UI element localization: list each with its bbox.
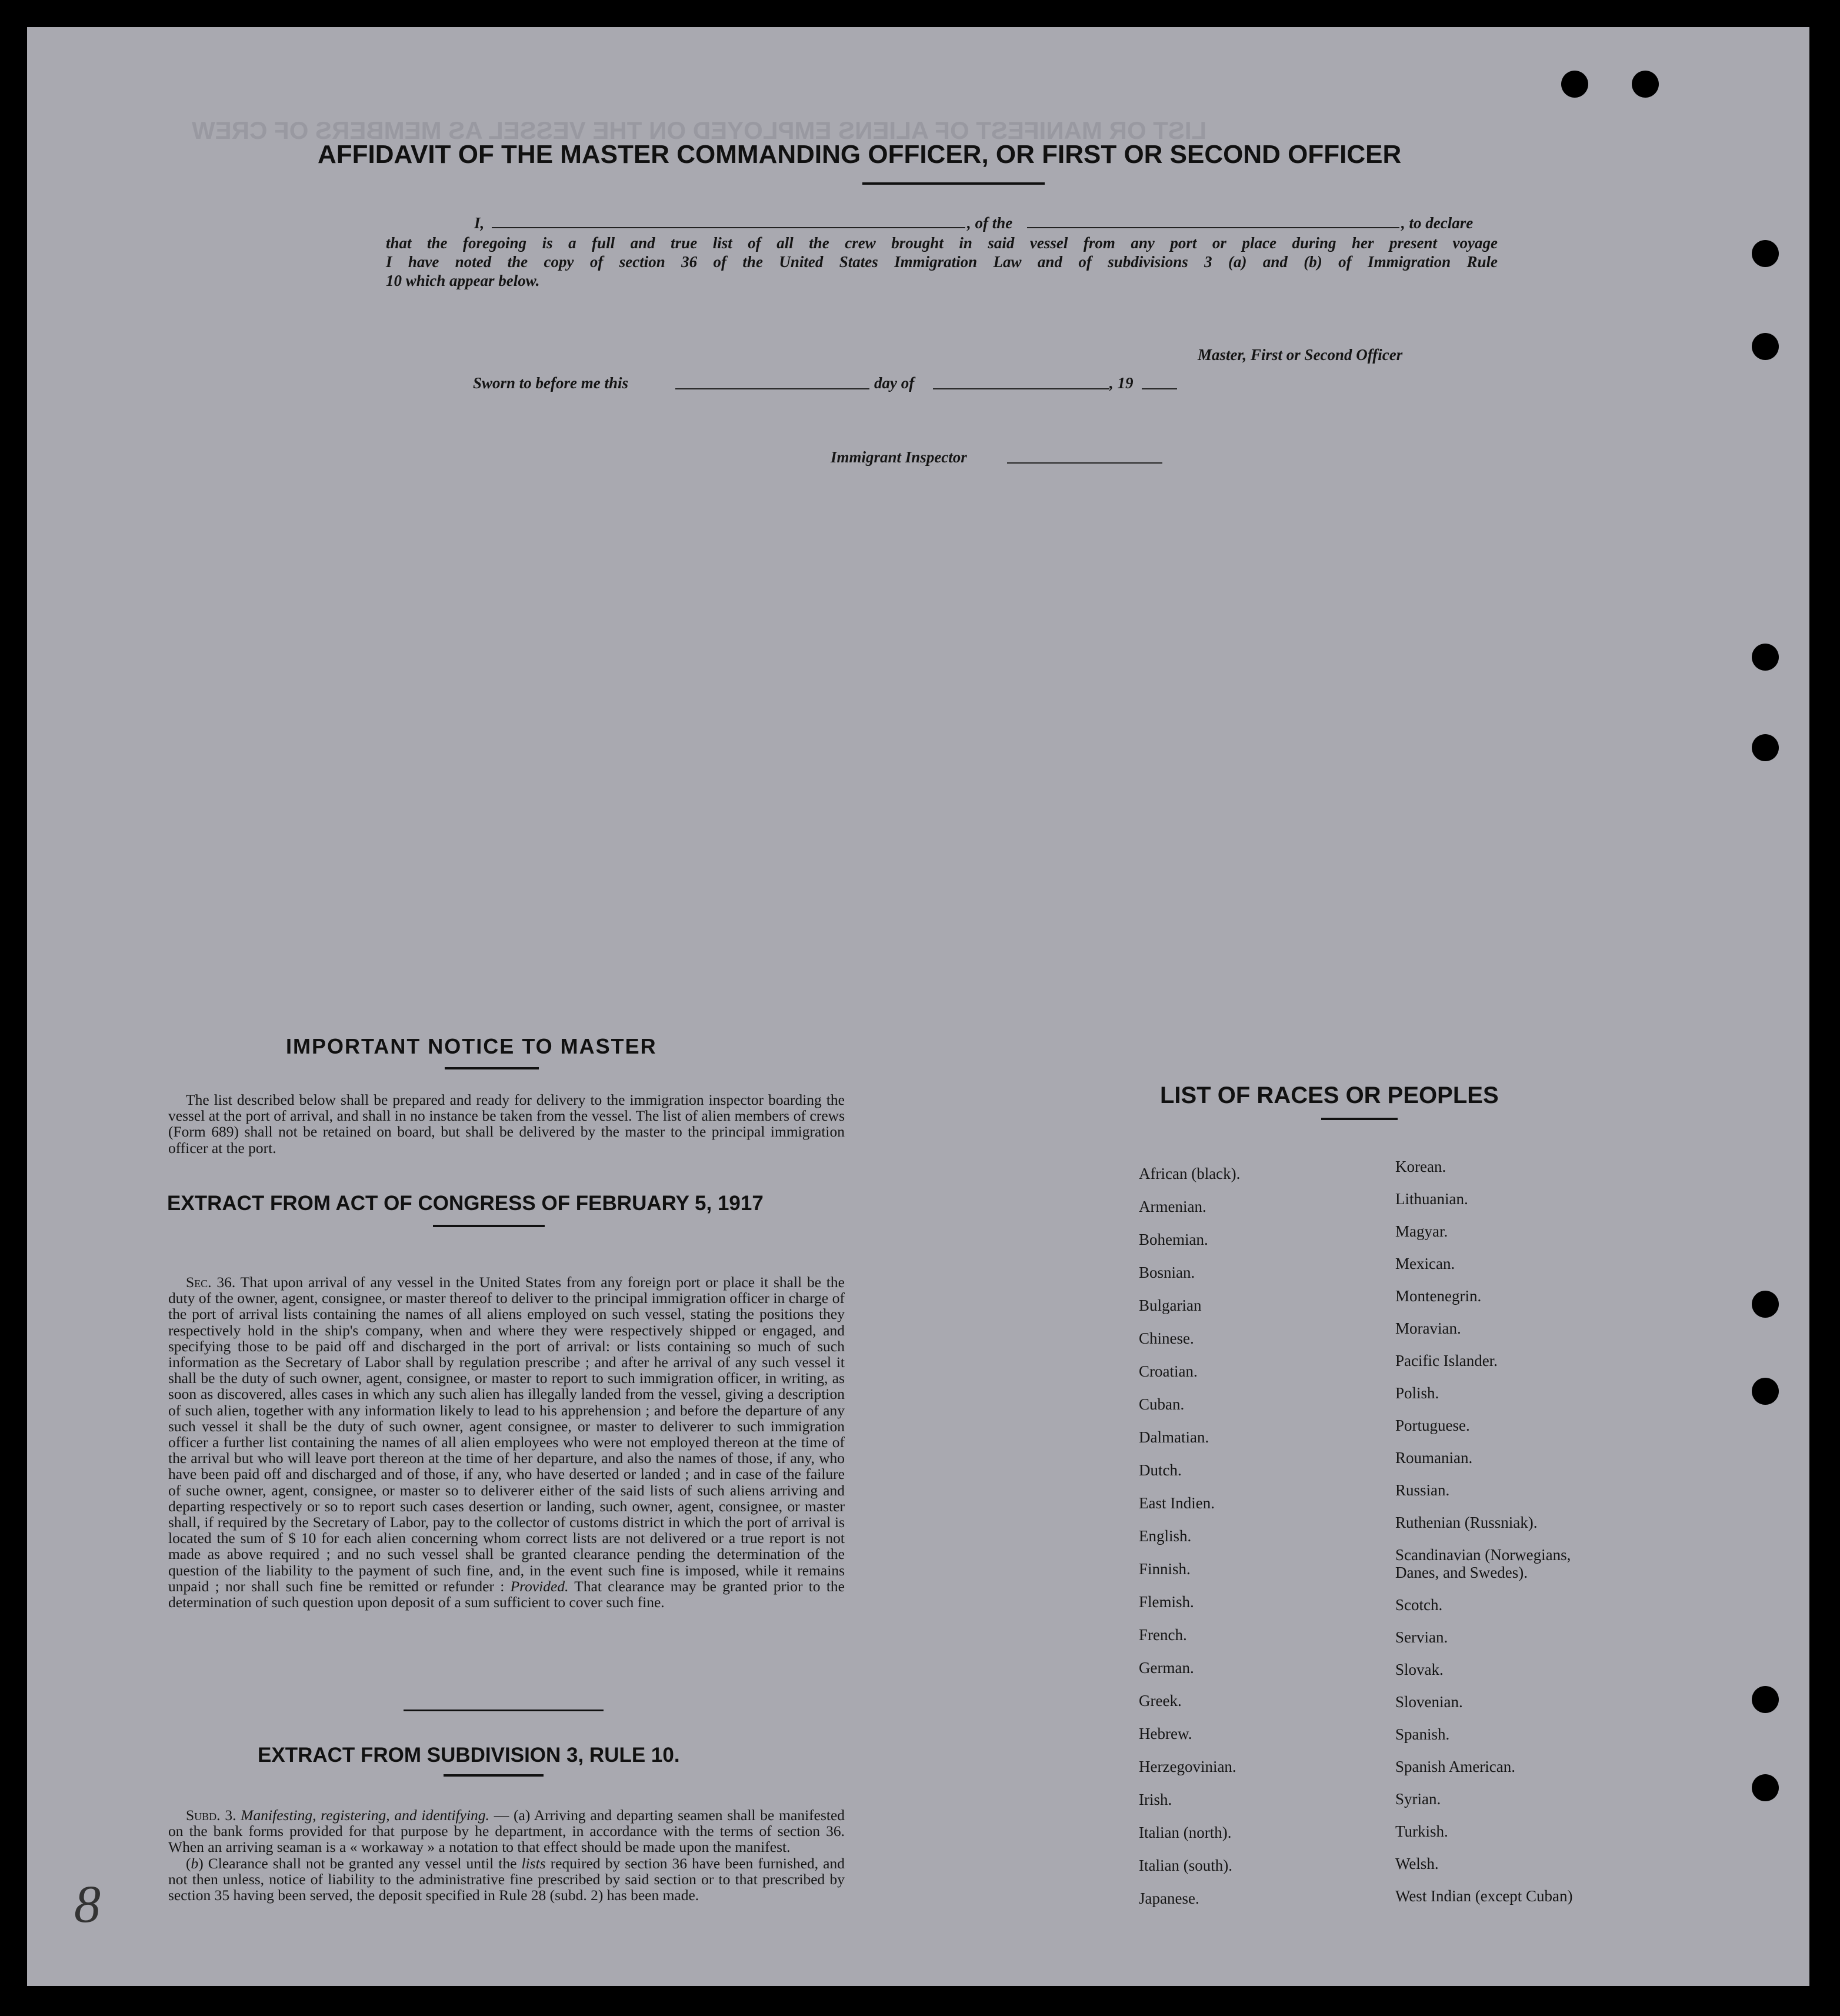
race-item: Bulgarian [1139, 1297, 1202, 1314]
race-item: West Indian (except Cuban) [1395, 1887, 1573, 1905]
vessel-blank [1027, 227, 1399, 228]
day-of-label: day of [874, 374, 915, 392]
affidavit-pronoun: I, [474, 214, 485, 232]
clause-b-text: Clearance shall not be granted any vessel until the [208, 1854, 517, 1872]
sworn-day-blank [675, 388, 869, 389]
race-item: Spanish. [1395, 1725, 1450, 1743]
race-item: Greek. [1139, 1692, 1182, 1710]
race-item: Korean. [1395, 1158, 1446, 1175]
race-item: Servian. [1395, 1628, 1448, 1646]
punch-hole [1752, 644, 1779, 671]
race-item: Roumanian. [1395, 1449, 1473, 1467]
race-item: Hebrew. [1139, 1725, 1192, 1742]
race-item: Italian (north). [1139, 1824, 1232, 1841]
race-item: English. [1139, 1527, 1192, 1545]
rule-extract-text: Subd. 3. Manifesting, registering, and identifying. — (a) Arriving and departing seamen shall be manifested on the bank forms provided for that purpose by he department, in accordance with the terms of section 36. When an arriving seaman is a « workaway » a notation to that effect should be made upon the manifest. (b) Clearance shall not be granted any vessel until the lists required by section 36 have been furnished, and not then unless, notice of liability to the administrative fine prescribed by said section or to that prescribed by section 35 having been served, the deposit specified in Rule 28 (subd. 2) has been made. [168, 1807, 845, 1904]
race-item: Mexican. [1395, 1255, 1455, 1272]
rule-extract-title: EXTRACT FROM SUBDIVISION 3, RULE 10. [258, 1744, 680, 1767]
race-item: Finnish. [1139, 1560, 1191, 1578]
race-item: Portuguese. [1395, 1417, 1470, 1434]
affidavit-to-declare: , to declare [1401, 214, 1474, 232]
notice-title: IMPORTANT NOTICE TO MASTER [286, 1034, 657, 1058]
race-item: Scotch. [1395, 1596, 1443, 1614]
rule-underline [444, 1774, 544, 1777]
race-item: German. [1139, 1659, 1194, 1677]
race-item: Turkish. [1395, 1822, 1448, 1840]
race-item: Slovak. [1395, 1661, 1444, 1678]
punch-hole [1752, 1774, 1779, 1801]
race-item: Montenegrin. [1395, 1287, 1482, 1305]
race-item: Russian. [1395, 1481, 1450, 1499]
race-item: Flemish. [1139, 1593, 1194, 1611]
race-item: Slovenian. [1395, 1693, 1463, 1711]
sworn-label: Sworn to before me this [473, 374, 629, 392]
punch-hole [1752, 1686, 1779, 1713]
race-item: French. [1139, 1626, 1187, 1644]
race-item: Japanese. [1139, 1890, 1199, 1907]
act-extract-title: EXTRACT FROM ACT OF CONGRESS OF FEBRUARY 5, 1917 [167, 1192, 764, 1215]
race-item: African (black). [1139, 1165, 1241, 1182]
affidavit-line2: I have noted the copy of section 36 of the United States Immigration Law and of subdivisions 3 (a) and (b) of Immigration Rule [386, 253, 1498, 271]
clause-a-label: — (a) [494, 1807, 531, 1824]
race-item: Bohemian. [1139, 1231, 1208, 1248]
sworn-month-blank [933, 388, 1109, 389]
affidavit-of-the: , of the [967, 214, 1013, 232]
race-item: Irish. [1139, 1791, 1172, 1808]
punch-hole [1561, 71, 1588, 98]
race-item: Cuban. [1139, 1395, 1185, 1413]
subdivision-title: Manifesting, registering, and identifying. [241, 1807, 489, 1824]
act-closing-rule [404, 1710, 604, 1711]
race-item: Chinese. [1139, 1329, 1194, 1347]
race-item: Moravian. [1395, 1319, 1461, 1337]
race-item: Herzegovinian. [1139, 1758, 1236, 1775]
punch-hole [1752, 1378, 1779, 1405]
punch-hole [1752, 240, 1779, 267]
race-item: Danes, and Swedes). [1395, 1564, 1528, 1581]
race-item: Dalmatian. [1139, 1428, 1209, 1446]
provided-word: Provided. [510, 1577, 569, 1595]
show-through-text: LIST OR MANIFEST OF ALIENS EMPLOYED ON THE VESSEL AS MEMBERS OF CREW [192, 116, 1207, 144]
race-item: Croatian. [1139, 1362, 1198, 1380]
race-item: Scandinavian (Norwegians, [1395, 1546, 1571, 1564]
race-item: Pacific Islander. [1395, 1352, 1498, 1369]
race-item: Italian (south). [1139, 1857, 1232, 1874]
section-36-ending: That clearance may be granted prior to the determination of such question upon deposit of a sum sufficient to cover such fine. [168, 1577, 845, 1611]
inspector-blank [1007, 462, 1162, 464]
title-underline [862, 182, 1045, 185]
notice-underline [445, 1067, 539, 1069]
race-item: East Indien. [1139, 1494, 1215, 1512]
race-item: Magyar. [1395, 1222, 1448, 1240]
affidavit-line3: 10 which appear below. [386, 272, 540, 289]
document-page [27, 27, 1809, 1986]
race-item: Dutch. [1139, 1461, 1182, 1479]
sworn-year-blank [1142, 388, 1177, 389]
subdivision-label: Subd. 3. [186, 1807, 236, 1824]
affidavit-title: AFFIDAVIT OF THE MASTER COMMANDING OFFICER, OR FIRST OR SECOND OFFICER [318, 140, 1402, 169]
clause-a-text: Arriving and departing seamen shall be manifested on the bank forms provided for that purpose by he department, in accordance with the terms of section 36. When an arriving seaman is a « workaway » a notation to that effect should be made upon the manifest. [168, 1807, 845, 1856]
race-item: Ruthenian (Russniak). [1395, 1514, 1538, 1531]
notice-text [168, 1092, 845, 1156]
punch-hole [1752, 1291, 1779, 1318]
name-blank [492, 227, 965, 228]
officer-label: Master, First or Second Officer [1198, 346, 1403, 364]
notice-paragraph: The list described below shall be prepared and ready for delivery to the immigration inspector boarding the vessel at the port of arrival, and shall in no instance be taken from the vessel. The list of alien members of crews (Form 689) shall not be retained on board, but shall be delivered by the master to the principal immigration officer at the port. [168, 1091, 845, 1157]
section-label: Sec. 36. [186, 1274, 236, 1291]
race-item: Spanish American. [1395, 1758, 1515, 1775]
punch-hole [1632, 71, 1659, 98]
race-item: Armenian. [1139, 1198, 1206, 1215]
race-item: Polish. [1395, 1384, 1439, 1402]
punch-hole [1752, 734, 1779, 761]
section-36-text: That upon arrival of any vessel in the United States from any foreign port or place it shall be the duty of the owner, agent, consignee, or master thereof to deliver to the principal immigration officer in charge of the port of arrival lists containing the names of all aliens employed on such vessel, stating the positions they respectively hold in the ship's company, when and where they were respectively shipped or engaged, and specifying those to be paid off and discharged in the port of arrival: or lists containing so much of such information as the Secretary of Labor shall by regulation prescribe ; and after he arrival of any such vessel it shall be the duty of such owner, agent, consignee, or master to report to such immigration officer, in writing, as soon as discovered, alles cases in which any such alien has illegally landed from the vessel, giving a description of such alien, together with any information likely to lead to his apprehension ; and before the departure of any such vessel it shall be the duty of such owner, agent consignee, or master to deliverer to such immigration officer a further list containing the names of all alien employees who were not employed thereon at the time of the arrival but who will leave port thereon at the time of her departure, and also the names of those, if any, who have been paid off and discharged and of those, if any, who have deserted or landed ; and in case of the failure of suche owner, agent, consignee, or master so to deliverer either of the said lists of such aliens arriving and departing respectively or so to report such cases desertion or landing, such owner, agent, consignee, or master shall, if required by the Secretary of Labor, pay to the collector of customs district in which the port of arrival is located the sum of $ 10 for each alien concerning whom correct lists are not delivered or a true report is not made as above required ; and no such vessel shall be granted clearance pending the determination of the question of the liability to the payment of such fine, and, in the event such fine is imposed, while it remains unpaid ; nor shall such fine be remitted or refunder : [168, 1274, 845, 1595]
clause-b-letter: b [191, 1854, 199, 1872]
punch-hole [1752, 333, 1779, 360]
races-underline [1321, 1118, 1398, 1120]
year-label: , 19 [1109, 374, 1134, 392]
clause-b-text-end: required by section 36 have been furnished, and not then unless, notice of liability to the administrative fine prescribed by said section or to that prescribed by section 35 having been served, the deposit specified in Rule 28 (subd. 2) has been made. [168, 1854, 845, 1904]
inspector-label: Immigrant Inspector [831, 448, 967, 466]
race-item: Bosnian. [1139, 1264, 1195, 1281]
lists-word: lists [521, 1854, 546, 1872]
race-item: Welsh. [1395, 1855, 1439, 1872]
affidavit-line1: that the foregoing is a full and true list of all the crew brought in said vessel from any port or place during her present voyage [386, 234, 1498, 252]
races-title: LIST OF RACES OR PEOPLES [1160, 1082, 1499, 1108]
race-item: Syrian. [1395, 1790, 1441, 1808]
race-item: Lithuanian. [1395, 1190, 1468, 1208]
act-underline [433, 1225, 545, 1227]
margin-note: 8 [74, 1875, 101, 1934]
act-extract-text [168, 1274, 845, 1610]
